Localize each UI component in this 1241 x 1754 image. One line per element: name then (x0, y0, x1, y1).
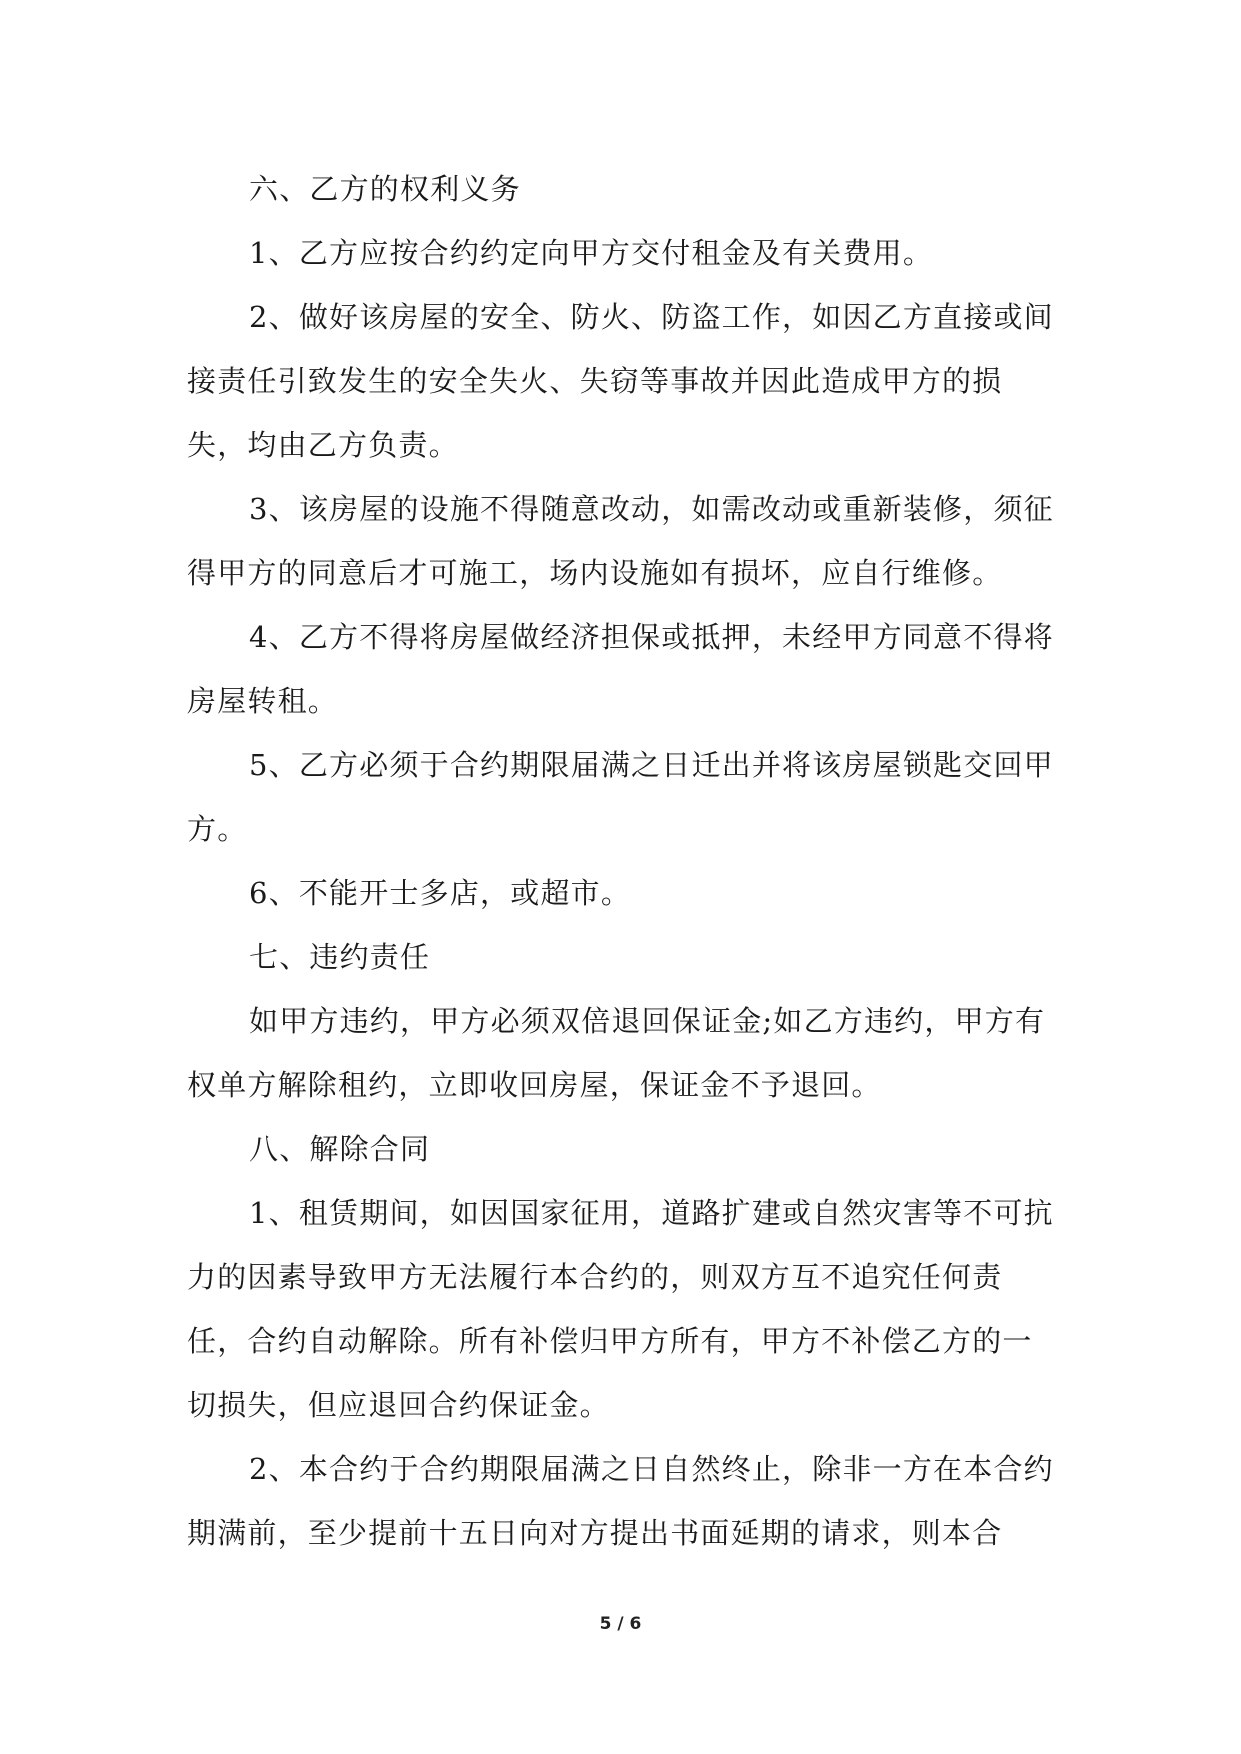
section-heading-termination: 八、解除合同 (249, 1132, 431, 1166)
section-heading-party-b-rights: 六、乙方的权利义务 (249, 172, 521, 206)
clause-6-2: 2、做好该房屋的安全、防火、防盗工作，如因乙方直接或间接责任引致发生的安全失火、失窃等事故并因此造成甲方的损失，均由乙方负责。 (187, 300, 1054, 462)
page-number: 5 / 6 (599, 1614, 642, 1634)
clause-6-3: 3、该房屋的设施不得随意改动，如需改动或重新装修，须征得甲方的同意后才可施工，场内设施如有损坏，应自行维修。 (187, 492, 1054, 590)
clause-6-5: 5、乙方必须于合约期限届满之日迁出并将该房屋锁匙交回甲方。 (187, 748, 1054, 846)
document-body (187, 157, 1057, 1565)
clause-8-2: 2、本合约于合约期限届满之日自然终止，除非一方在本合约期满前，至少提前十五日向对方提出书面延期的请求，则本合 (187, 1452, 1054, 1550)
clause-8-1: 1、租赁期间，如因国家征用，道路扩建或自然灾害等不可抗力的因素导致甲方无法履行本合约的，则双方互不追究任何责任，合约自动解除。所有补偿归甲方所有，甲方不补偿乙方的一切损失，但应退回合约保证金。 (187, 1196, 1054, 1422)
section-heading-breach-liability: 七、违约责任 (249, 940, 431, 974)
clause-6-6: 6、不能开士多店，或超市。 (249, 876, 632, 910)
clause-6-4: 4、乙方不得将房屋做经济担保或抵押，未经甲方同意不得将房屋转租。 (187, 620, 1054, 718)
breach-liability-text: 如甲方违约，甲方必须双倍退回保证金;如乙方违约，甲方有权单方解除租约，立即收回房屋，保证金不予退回。 (187, 1004, 1046, 1102)
clause-6-1: 1、乙方应按合约约定向甲方交付租金及有关费用。 (249, 236, 934, 270)
